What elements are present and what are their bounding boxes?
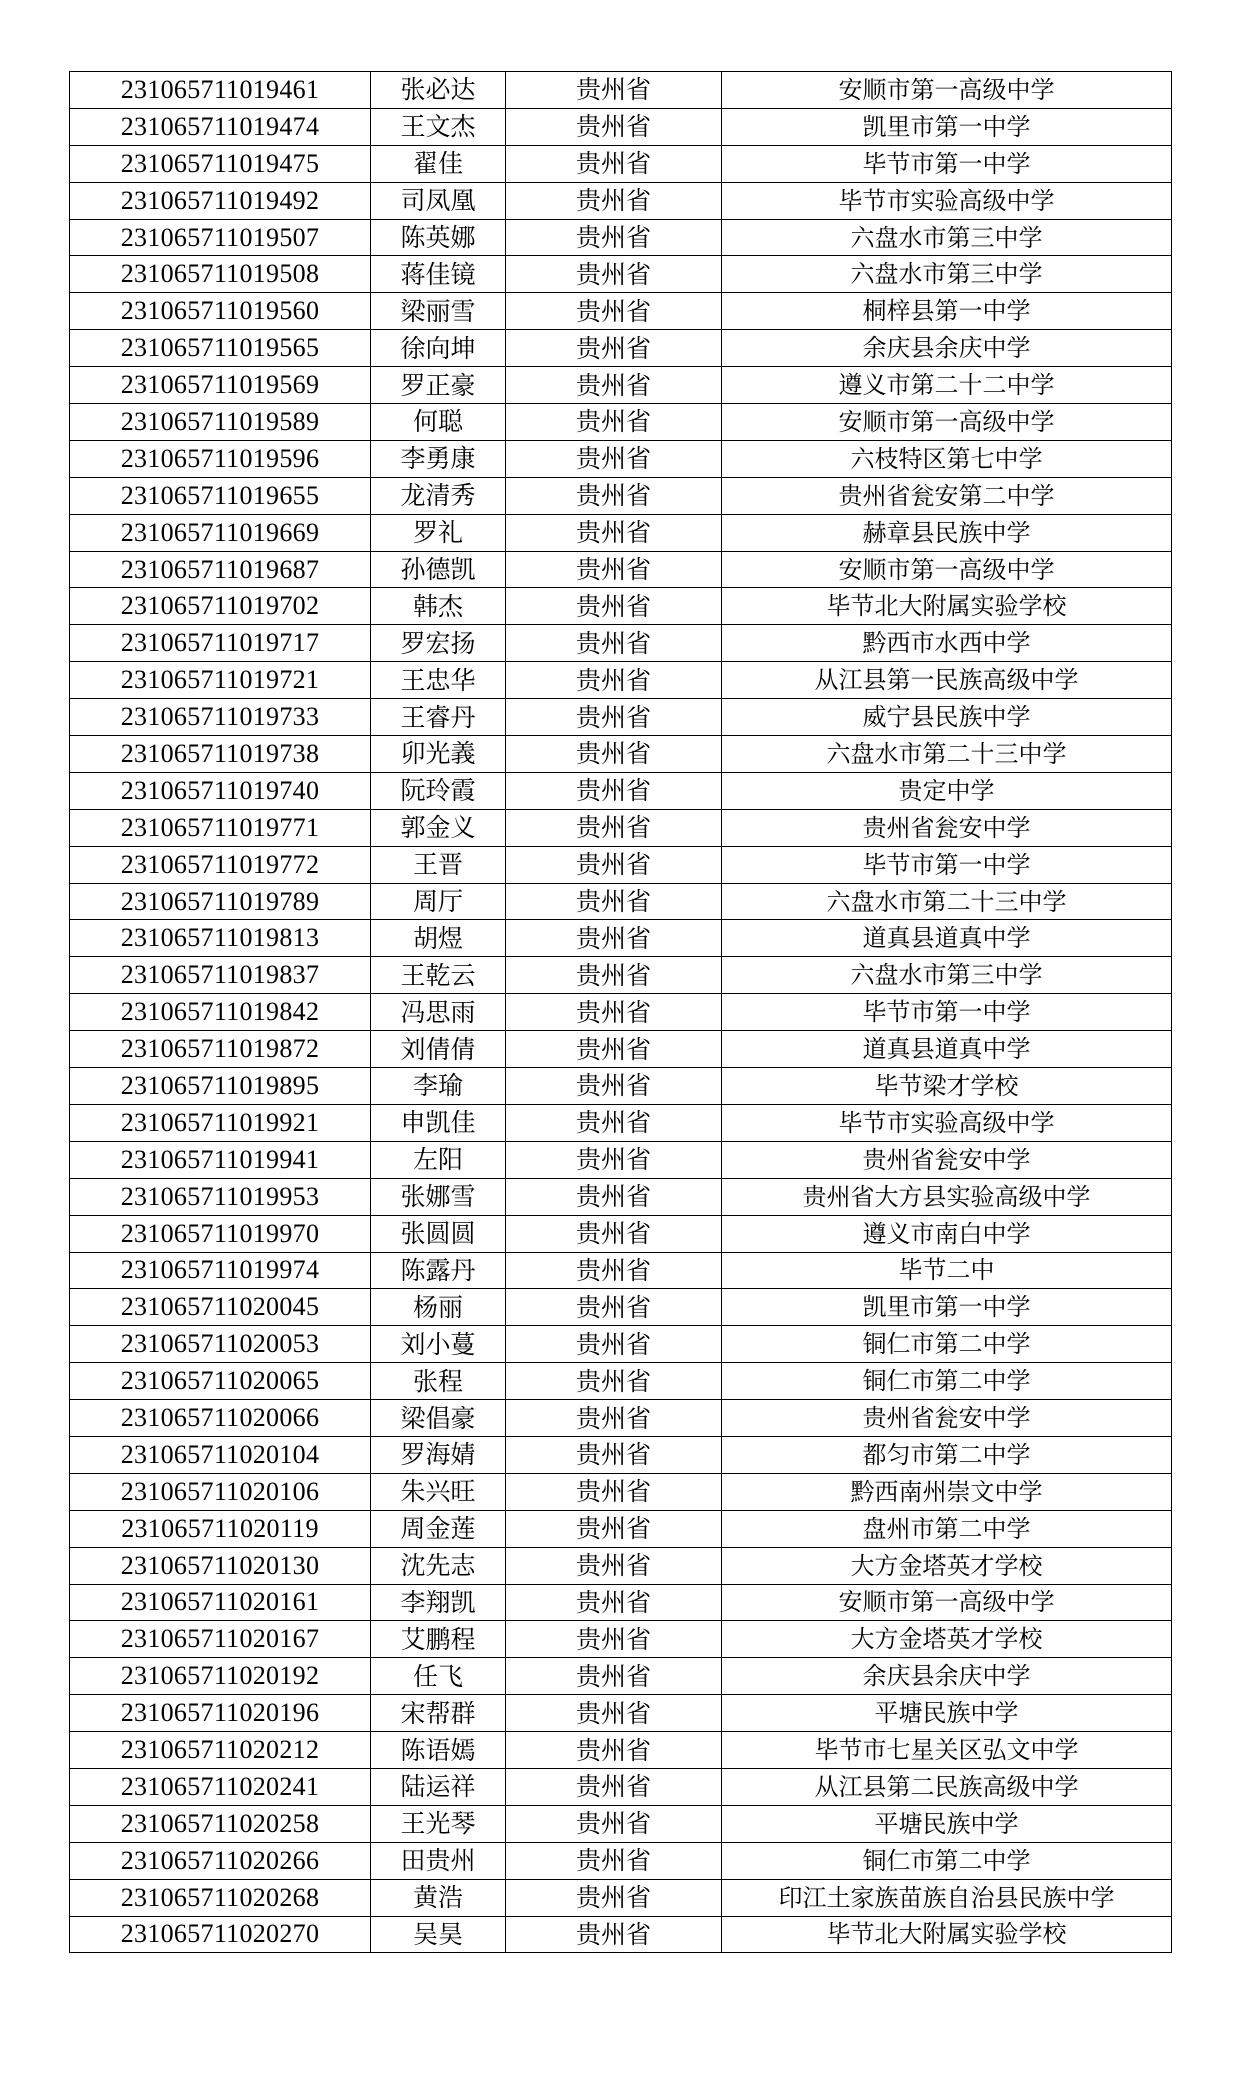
school-cell: 安顺市第一高级中学 <box>722 551 1172 588</box>
student-name-cell: 罗礼 <box>371 514 506 551</box>
province-cell: 贵州省 <box>506 1363 722 1400</box>
school-cell: 贵州省瓮安中学 <box>722 809 1172 846</box>
province-cell: 贵州省 <box>506 1842 722 1879</box>
school-cell: 六盘水市第三中学 <box>722 219 1172 256</box>
province-cell: 贵州省 <box>506 1031 722 1068</box>
table-row <box>70 1141 1172 1178</box>
table-row <box>70 1510 1172 1547</box>
school-cell: 毕节市第一中学 <box>722 994 1172 1031</box>
student-name-cell: 陆运祥 <box>371 1768 506 1805</box>
exam-id-cell: 231065711019492 <box>70 182 371 219</box>
table-row <box>70 1252 1172 1289</box>
exam-id-cell: 231065711019508 <box>70 256 371 293</box>
province-cell: 贵州省 <box>506 1510 722 1547</box>
province-cell: 贵州省 <box>506 1289 722 1326</box>
student-name-cell: 左阳 <box>371 1141 506 1178</box>
table-row <box>70 809 1172 846</box>
student-name-cell: 梁倡豪 <box>371 1400 506 1437</box>
table-row <box>70 145 1172 182</box>
table-row <box>70 1621 1172 1658</box>
exam-id-cell: 231065711020258 <box>70 1805 371 1842</box>
table-row <box>70 1215 1172 1252</box>
student-name-cell: 艾鹏程 <box>371 1621 506 1658</box>
school-cell: 大方金塔英才学校 <box>722 1547 1172 1584</box>
exam-id-cell: 231065711019475 <box>70 145 371 182</box>
student-name-cell: 张必达 <box>371 72 506 109</box>
student-name-cell: 沈先志 <box>371 1547 506 1584</box>
school-cell: 毕节梁才学校 <box>722 1068 1172 1105</box>
exam-id-cell: 231065711019771 <box>70 809 371 846</box>
student-name-cell: 翟佳 <box>371 145 506 182</box>
student-name-cell: 罗正豪 <box>371 367 506 404</box>
student-name-cell: 任飞 <box>371 1658 506 1695</box>
school-cell: 威宁县民族中学 <box>722 699 1172 736</box>
school-cell: 贵州省瓮安中学 <box>722 1141 1172 1178</box>
province-cell: 贵州省 <box>506 920 722 957</box>
student-name-cell: 胡煜 <box>371 920 506 957</box>
table-row <box>70 108 1172 145</box>
exam-id-cell: 231065711019733 <box>70 699 371 736</box>
table-row <box>70 1289 1172 1326</box>
student-name-cell: 李勇康 <box>371 440 506 477</box>
student-name-cell: 王文杰 <box>371 108 506 145</box>
table-row <box>70 994 1172 1031</box>
student-name-cell: 韩杰 <box>371 588 506 625</box>
table-row <box>70 1732 1172 1769</box>
table-row <box>70 662 1172 699</box>
student-name-cell: 周厅 <box>371 883 506 920</box>
exam-id-cell: 231065711020270 <box>70 1916 371 1953</box>
school-cell: 道真县道真中学 <box>722 920 1172 957</box>
table-row <box>70 1400 1172 1437</box>
student-name-cell: 李瑜 <box>371 1068 506 1105</box>
exam-id-cell: 231065711020066 <box>70 1400 371 1437</box>
table-row <box>70 1436 1172 1473</box>
exam-id-cell: 231065711020266 <box>70 1842 371 1879</box>
exam-id-cell: 231065711019687 <box>70 551 371 588</box>
table-row <box>70 1916 1172 1953</box>
table-row <box>70 330 1172 367</box>
province-cell: 贵州省 <box>506 72 722 109</box>
province-cell: 贵州省 <box>506 1584 722 1621</box>
school-cell: 印江土家族苗族自治县民族中学 <box>722 1879 1172 1916</box>
province-cell: 贵州省 <box>506 404 722 441</box>
school-cell: 毕节北大附属实验学校 <box>722 1916 1172 1953</box>
exam-id-cell: 231065711020119 <box>70 1510 371 1547</box>
table-row <box>70 1584 1172 1621</box>
province-cell: 贵州省 <box>506 108 722 145</box>
table-row <box>70 256 1172 293</box>
exam-id-cell: 231065711019560 <box>70 293 371 330</box>
exam-id-cell: 231065711019740 <box>70 772 371 809</box>
table-row <box>70 1178 1172 1215</box>
table-row <box>70 1768 1172 1805</box>
student-name-cell: 王睿丹 <box>371 699 506 736</box>
exam-id-cell: 231065711020045 <box>70 1289 371 1326</box>
student-table-body <box>70 72 1172 1953</box>
student-name-cell: 陈露丹 <box>371 1252 506 1289</box>
table-row <box>70 1031 1172 1068</box>
exam-id-cell: 231065711019669 <box>70 514 371 551</box>
table-row <box>70 1473 1172 1510</box>
student-name-cell: 陈语嫣 <box>371 1732 506 1769</box>
student-name-cell: 王忠华 <box>371 662 506 699</box>
exam-id-cell: 231065711019772 <box>70 846 371 883</box>
exam-id-cell: 231065711019895 <box>70 1068 371 1105</box>
student-table <box>69 71 1172 1953</box>
province-cell: 贵州省 <box>506 256 722 293</box>
school-cell: 平塘民族中学 <box>722 1695 1172 1732</box>
exam-id-cell: 231065711019953 <box>70 1178 371 1215</box>
student-name-cell: 何聪 <box>371 404 506 441</box>
province-cell: 贵州省 <box>506 883 722 920</box>
student-name-cell: 黄浩 <box>371 1879 506 1916</box>
province-cell: 贵州省 <box>506 662 722 699</box>
province-cell: 贵州省 <box>506 846 722 883</box>
province-cell: 贵州省 <box>506 1326 722 1363</box>
province-cell: 贵州省 <box>506 1068 722 1105</box>
province-cell: 贵州省 <box>506 1473 722 1510</box>
student-name-cell: 阮玲霞 <box>371 772 506 809</box>
school-cell: 大方金塔英才学校 <box>722 1621 1172 1658</box>
school-cell: 安顺市第一高级中学 <box>722 404 1172 441</box>
table-row <box>70 1842 1172 1879</box>
province-cell: 贵州省 <box>506 1252 722 1289</box>
province-cell: 贵州省 <box>506 1879 722 1916</box>
exam-id-cell: 231065711019702 <box>70 588 371 625</box>
student-name-cell: 冯思雨 <box>371 994 506 1031</box>
province-cell: 贵州省 <box>506 1916 722 1953</box>
table-row <box>70 1879 1172 1916</box>
table-row <box>70 736 1172 773</box>
table-row <box>70 957 1172 994</box>
exam-id-cell: 231065711019717 <box>70 625 371 662</box>
table-row <box>70 404 1172 441</box>
province-cell: 贵州省 <box>506 145 722 182</box>
student-name-cell: 蒋佳镜 <box>371 256 506 293</box>
exam-id-cell: 231065711020130 <box>70 1547 371 1584</box>
province-cell: 贵州省 <box>506 772 722 809</box>
province-cell: 贵州省 <box>506 994 722 1031</box>
school-cell: 凯里市第一中学 <box>722 108 1172 145</box>
student-name-cell: 田贵州 <box>371 1842 506 1879</box>
table-row <box>70 920 1172 957</box>
exam-id-cell: 231065711019941 <box>70 1141 371 1178</box>
student-name-cell: 申凯佳 <box>371 1104 506 1141</box>
student-name-cell: 王光琴 <box>371 1805 506 1842</box>
school-cell: 贵定中学 <box>722 772 1172 809</box>
table-row <box>70 440 1172 477</box>
province-cell: 贵州省 <box>506 1215 722 1252</box>
school-cell: 安顺市第一高级中学 <box>722 1584 1172 1621</box>
exam-id-cell: 231065711019596 <box>70 440 371 477</box>
student-name-cell: 周金莲 <box>371 1510 506 1547</box>
province-cell: 贵州省 <box>506 551 722 588</box>
exam-id-cell: 231065711019789 <box>70 883 371 920</box>
student-name-cell: 刘倩倩 <box>371 1031 506 1068</box>
student-name-cell: 梁丽雪 <box>371 293 506 330</box>
student-name-cell: 司凤凰 <box>371 182 506 219</box>
province-cell: 贵州省 <box>506 588 722 625</box>
table-row <box>70 699 1172 736</box>
table-row <box>70 72 1172 109</box>
school-cell: 从江县第二民族高级中学 <box>722 1768 1172 1805</box>
province-cell: 贵州省 <box>506 367 722 404</box>
school-cell: 平塘民族中学 <box>722 1805 1172 1842</box>
student-name-cell: 张圆圆 <box>371 1215 506 1252</box>
province-cell: 贵州省 <box>506 736 722 773</box>
school-cell: 都匀市第二中学 <box>722 1436 1172 1473</box>
exam-id-cell: 231065711020104 <box>70 1436 371 1473</box>
exam-id-cell: 231065711020268 <box>70 1879 371 1916</box>
province-cell: 贵州省 <box>506 219 722 256</box>
exam-id-cell: 231065711020106 <box>70 1473 371 1510</box>
school-cell: 毕节北大附属实验学校 <box>722 588 1172 625</box>
school-cell: 黔西市水西中学 <box>722 625 1172 662</box>
table-row <box>70 1695 1172 1732</box>
table-row <box>70 477 1172 514</box>
school-cell: 六枝特区第七中学 <box>722 440 1172 477</box>
exam-id-cell: 231065711019974 <box>70 1252 371 1289</box>
province-cell: 贵州省 <box>506 1141 722 1178</box>
table-row <box>70 367 1172 404</box>
school-cell: 桐梓县第一中学 <box>722 293 1172 330</box>
province-cell: 贵州省 <box>506 1547 722 1584</box>
province-cell: 贵州省 <box>506 809 722 846</box>
school-cell: 贵州省瓮安中学 <box>722 1400 1172 1437</box>
exam-id-cell: 231065711019970 <box>70 1215 371 1252</box>
province-cell: 贵州省 <box>506 1695 722 1732</box>
table-row <box>70 219 1172 256</box>
province-cell: 贵州省 <box>506 1805 722 1842</box>
exam-id-cell: 231065711019569 <box>70 367 371 404</box>
school-cell: 赫章县民族中学 <box>722 514 1172 551</box>
student-name-cell: 罗海婧 <box>371 1436 506 1473</box>
exam-id-cell: 231065711020196 <box>70 1695 371 1732</box>
table-row <box>70 1363 1172 1400</box>
student-name-cell: 朱兴旺 <box>371 1473 506 1510</box>
student-name-cell: 宋帮群 <box>371 1695 506 1732</box>
school-cell: 六盘水市第二十三中学 <box>722 736 1172 773</box>
school-cell: 毕节市七星关区弘文中学 <box>722 1732 1172 1769</box>
school-cell: 铜仁市第二中学 <box>722 1842 1172 1879</box>
table-row <box>70 293 1172 330</box>
table-row <box>70 772 1172 809</box>
province-cell: 贵州省 <box>506 182 722 219</box>
province-cell: 贵州省 <box>506 957 722 994</box>
exam-id-cell: 231065711020065 <box>70 1363 371 1400</box>
table-row <box>70 1104 1172 1141</box>
exam-id-cell: 231065711019507 <box>70 219 371 256</box>
student-name-cell: 王乾云 <box>371 957 506 994</box>
table-row <box>70 551 1172 588</box>
exam-id-cell: 231065711020192 <box>70 1658 371 1695</box>
province-cell: 贵州省 <box>506 1768 722 1805</box>
exam-id-cell: 231065711020212 <box>70 1732 371 1769</box>
exam-id-cell: 231065711019589 <box>70 404 371 441</box>
table-row <box>70 1326 1172 1363</box>
exam-id-cell: 231065711019813 <box>70 920 371 957</box>
student-name-cell: 杨丽 <box>371 1289 506 1326</box>
province-cell: 贵州省 <box>506 1400 722 1437</box>
exam-id-cell: 231065711020161 <box>70 1584 371 1621</box>
school-cell: 六盘水市第二十三中学 <box>722 883 1172 920</box>
school-cell: 铜仁市第二中学 <box>722 1326 1172 1363</box>
school-cell: 遵义市第二十二中学 <box>722 367 1172 404</box>
exam-id-cell: 231065711019921 <box>70 1104 371 1141</box>
exam-id-cell: 231065711019837 <box>70 957 371 994</box>
student-name-cell: 徐向坤 <box>371 330 506 367</box>
table-row <box>70 625 1172 662</box>
table-row <box>70 182 1172 219</box>
province-cell: 贵州省 <box>506 1732 722 1769</box>
province-cell: 贵州省 <box>506 1178 722 1215</box>
student-name-cell: 张娜雪 <box>371 1178 506 1215</box>
exam-id-cell: 231065711020241 <box>70 1768 371 1805</box>
student-name-cell: 罗宏扬 <box>371 625 506 662</box>
school-cell: 毕节市第一中学 <box>722 145 1172 182</box>
province-cell: 贵州省 <box>506 440 722 477</box>
province-cell: 贵州省 <box>506 477 722 514</box>
province-cell: 贵州省 <box>506 1621 722 1658</box>
exam-id-cell: 231065711019738 <box>70 736 371 773</box>
table-row <box>70 1658 1172 1695</box>
school-cell: 毕节市实验高级中学 <box>722 1104 1172 1141</box>
school-cell: 贵州省瓮安第二中学 <box>722 477 1172 514</box>
table-row <box>70 588 1172 625</box>
student-name-cell: 龙清秀 <box>371 477 506 514</box>
province-cell: 贵州省 <box>506 1658 722 1695</box>
school-cell: 毕节二中 <box>722 1252 1172 1289</box>
student-name-cell: 陈英娜 <box>371 219 506 256</box>
student-name-cell: 吴昊 <box>371 1916 506 1953</box>
school-cell: 安顺市第一高级中学 <box>722 72 1172 109</box>
school-cell: 道真县道真中学 <box>722 1031 1172 1068</box>
student-name-cell: 王晋 <box>371 846 506 883</box>
exam-id-cell: 231065711019565 <box>70 330 371 367</box>
table-row <box>70 883 1172 920</box>
school-cell: 余庆县余庆中学 <box>722 1658 1172 1695</box>
student-name-cell: 卯光義 <box>371 736 506 773</box>
exam-id-cell: 231065711019474 <box>70 108 371 145</box>
school-cell: 铜仁市第二中学 <box>722 1363 1172 1400</box>
school-cell: 盘州市第二中学 <box>722 1510 1172 1547</box>
exam-id-cell: 231065711019872 <box>70 1031 371 1068</box>
province-cell: 贵州省 <box>506 1104 722 1141</box>
table-row <box>70 514 1172 551</box>
table-row <box>70 1068 1172 1105</box>
exam-id-cell: 231065711019842 <box>70 994 371 1031</box>
school-cell: 六盘水市第三中学 <box>722 256 1172 293</box>
province-cell: 贵州省 <box>506 699 722 736</box>
province-cell: 贵州省 <box>506 293 722 330</box>
province-cell: 贵州省 <box>506 1436 722 1473</box>
province-cell: 贵州省 <box>506 514 722 551</box>
school-cell: 余庆县余庆中学 <box>722 330 1172 367</box>
table-row <box>70 1805 1172 1842</box>
student-name-cell: 郭金义 <box>371 809 506 846</box>
school-cell: 黔西南州崇文中学 <box>722 1473 1172 1510</box>
student-name-cell: 刘小蔓 <box>371 1326 506 1363</box>
exam-id-cell: 231065711019655 <box>70 477 371 514</box>
school-cell: 从江县第一民族高级中学 <box>722 662 1172 699</box>
school-cell: 六盘水市第三中学 <box>722 957 1172 994</box>
student-name-cell: 孙德凯 <box>371 551 506 588</box>
exam-id-cell: 231065711020167 <box>70 1621 371 1658</box>
exam-id-cell: 231065711019461 <box>70 72 371 109</box>
exam-id-cell: 231065711020053 <box>70 1326 371 1363</box>
school-cell: 凯里市第一中学 <box>722 1289 1172 1326</box>
table-row <box>70 1547 1172 1584</box>
student-name-cell: 张程 <box>371 1363 506 1400</box>
school-cell: 毕节市实验高级中学 <box>722 182 1172 219</box>
school-cell: 毕节市第一中学 <box>722 846 1172 883</box>
exam-id-cell: 231065711019721 <box>70 662 371 699</box>
province-cell: 贵州省 <box>506 625 722 662</box>
province-cell: 贵州省 <box>506 330 722 367</box>
school-cell: 遵义市南白中学 <box>722 1215 1172 1252</box>
school-cell: 贵州省大方县实验高级中学 <box>722 1178 1172 1215</box>
table-row <box>70 846 1172 883</box>
student-name-cell: 李翔凯 <box>371 1584 506 1621</box>
